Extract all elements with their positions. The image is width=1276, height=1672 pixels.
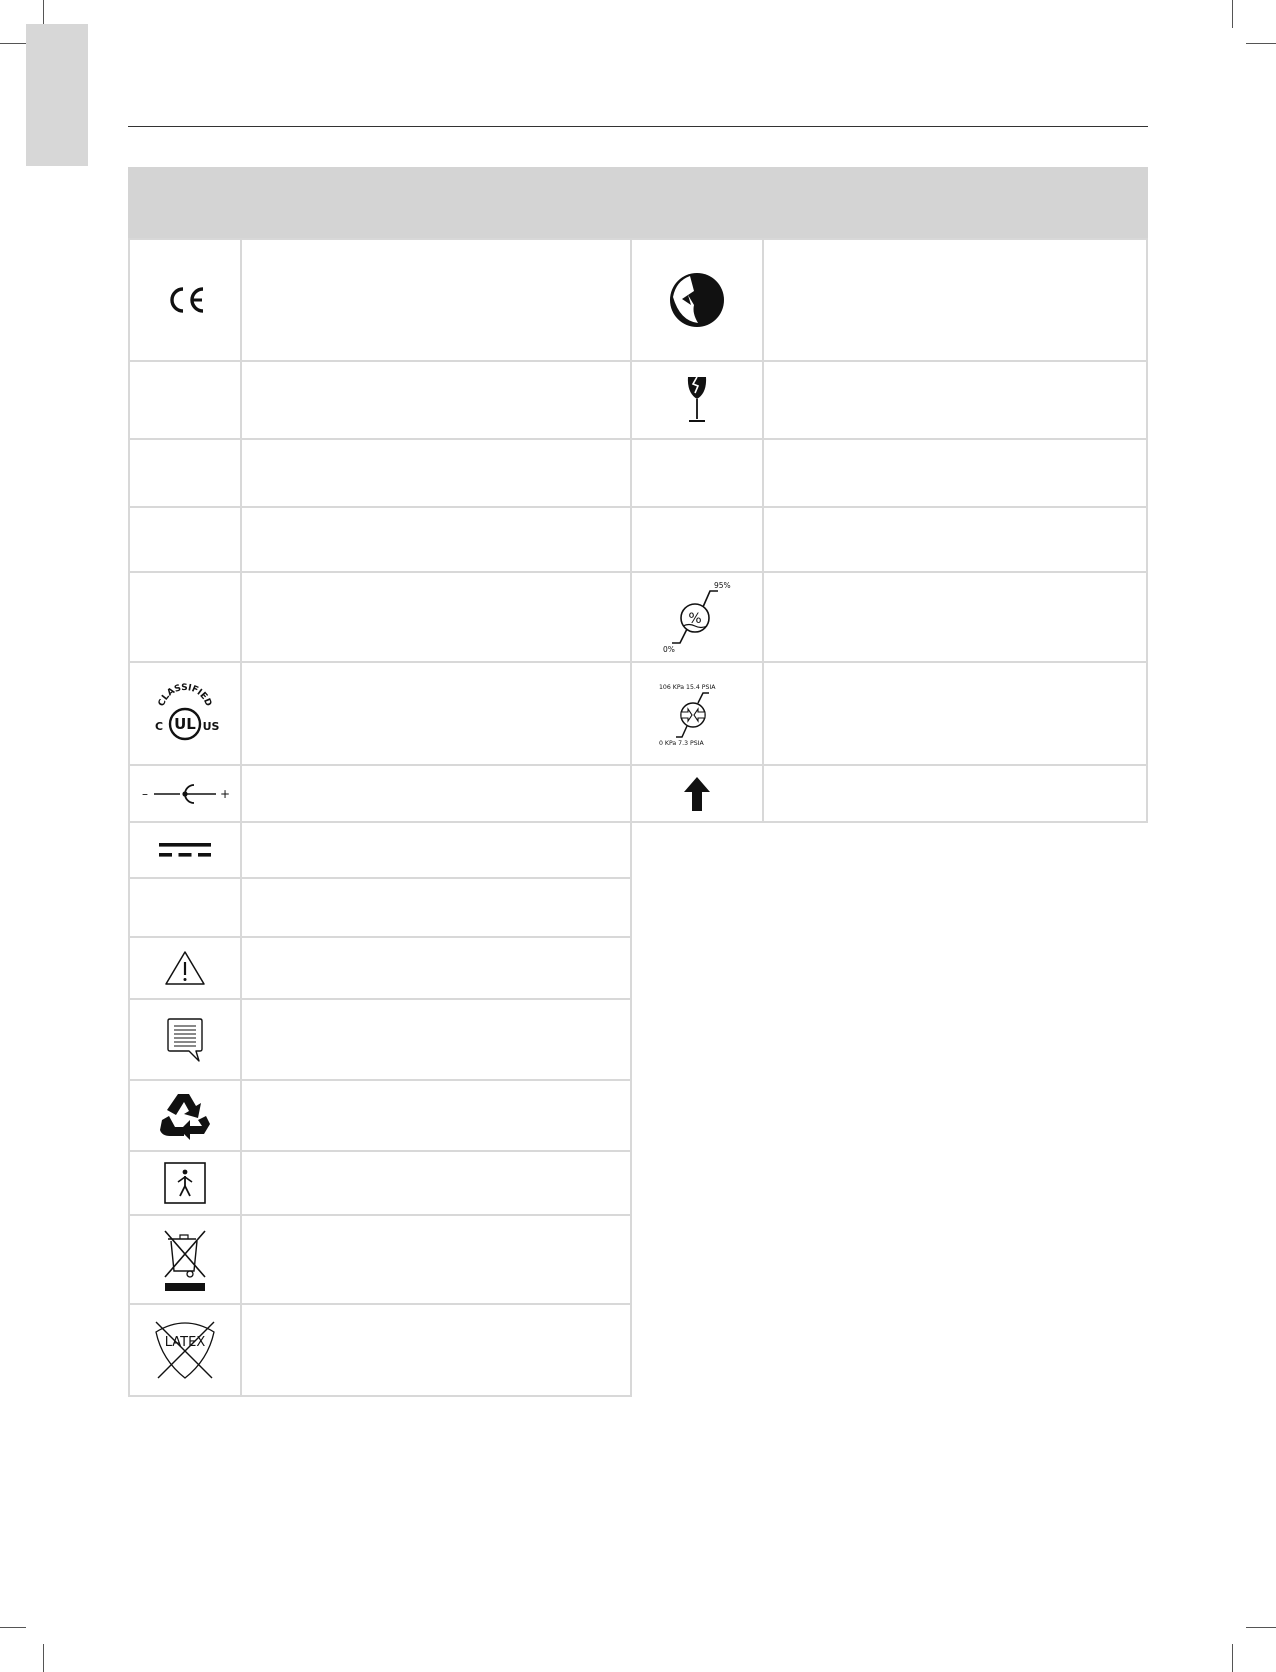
- description-cell: [240, 764, 632, 823]
- direct-current-icon: [159, 841, 211, 859]
- symbol-cell-polarity: [128, 764, 242, 823]
- svg-text:US: US: [202, 719, 220, 733]
- humidity-lower-label: 0%: [663, 645, 675, 654]
- description-cell: [762, 506, 1148, 573]
- symbol-cell-humidity: [630, 571, 764, 663]
- symbol-cell-ul: [128, 661, 242, 766]
- symbol-cell: [630, 438, 764, 508]
- description-cell: [240, 360, 632, 440]
- description-cell: [240, 506, 632, 573]
- description-cell: [240, 1214, 632, 1305]
- recycle-icon: [158, 1090, 212, 1142]
- crop-mark: [1232, 0, 1233, 28]
- symbol-cell: [128, 571, 242, 663]
- symbol-cell: [128, 360, 242, 440]
- svg-text:C: C: [154, 719, 164, 733]
- symbol-cell-up-arrow: [630, 764, 764, 823]
- symbol-cell-fragile: [630, 360, 764, 440]
- polarity-plus: +: [220, 786, 231, 801]
- symbol-cell-instructions: [128, 998, 242, 1081]
- symbol-cell-dry: [630, 238, 764, 362]
- polarity-minus: –: [142, 786, 148, 801]
- symbol-cell: [128, 877, 242, 938]
- ce-mark-icon: [163, 285, 207, 315]
- latex-logo-text: LATEX: [164, 1335, 206, 1350]
- caution-triangle-icon: [164, 950, 206, 986]
- dc-polarity-icon: [138, 782, 232, 806]
- section-side-tab: [26, 24, 88, 166]
- pressure-limit-icon: [651, 681, 743, 747]
- description-cell: [240, 238, 632, 362]
- description-cell: [240, 571, 632, 663]
- symbol-cell-dc: [128, 821, 242, 879]
- table-header-band: [128, 167, 1148, 239]
- type-bf-applied-part-icon: [164, 1162, 206, 1204]
- description-cell: [240, 936, 632, 1000]
- symbol-cell-latex: [128, 1303, 242, 1397]
- description-cell: [240, 438, 632, 508]
- symbol-cell: [128, 506, 242, 573]
- humidity-upper-label: 95%: [714, 581, 731, 590]
- humidity-limit-icon: [662, 579, 732, 655]
- this-way-up-arrow-icon: [683, 776, 711, 812]
- crop-mark: [0, 43, 26, 44]
- symbol-cell: [128, 438, 242, 508]
- symbol-cell-recycle: [128, 1079, 242, 1152]
- weee-crossed-bin-icon: [162, 1227, 208, 1293]
- fragile-glass-icon: [684, 375, 710, 425]
- symbol-cell-weee: [128, 1214, 242, 1305]
- pressure-lower-label: 0 KPa 7.3 PSIA: [659, 739, 704, 747]
- symbol-cell-ce: [128, 238, 242, 362]
- description-cell: [240, 821, 632, 879]
- percent-sign: %: [688, 611, 702, 627]
- symbol-cell-type-bf: [128, 1150, 242, 1216]
- crop-mark: [1246, 43, 1276, 44]
- ul-classified-icon: [149, 680, 221, 748]
- symbol-cell-pressure: [630, 661, 764, 766]
- symbol-cell-caution: [128, 936, 242, 1000]
- header-rule: [128, 126, 1148, 127]
- description-cell: [762, 438, 1148, 508]
- description-cell: [240, 877, 632, 938]
- description-cell: [240, 1079, 632, 1152]
- protect-from-moisture-icon: [668, 271, 726, 329]
- symbol-cell: [630, 506, 764, 573]
- description-cell: [762, 360, 1148, 440]
- crop-mark: [1246, 1627, 1276, 1628]
- svg-text:CLASSIFIED: CLASSIFIED: [156, 682, 214, 708]
- crop-mark: [0, 1627, 26, 1628]
- crop-mark: [43, 1644, 44, 1672]
- description-cell: [762, 764, 1148, 823]
- description-cell: [762, 661, 1148, 766]
- instructions-icon: [166, 1017, 204, 1063]
- pressure-upper-label: 106 KPa 15.4 PSIA: [659, 683, 716, 691]
- latex-free-icon: [150, 1318, 220, 1382]
- description-cell: [240, 1150, 632, 1216]
- description-cell: [240, 661, 632, 766]
- description-cell: [240, 998, 632, 1081]
- description-cell: [240, 1303, 632, 1397]
- crop-mark: [1232, 1644, 1233, 1672]
- svg-text:UL: UL: [174, 714, 196, 733]
- description-cell: [762, 571, 1148, 663]
- description-cell: [762, 238, 1148, 362]
